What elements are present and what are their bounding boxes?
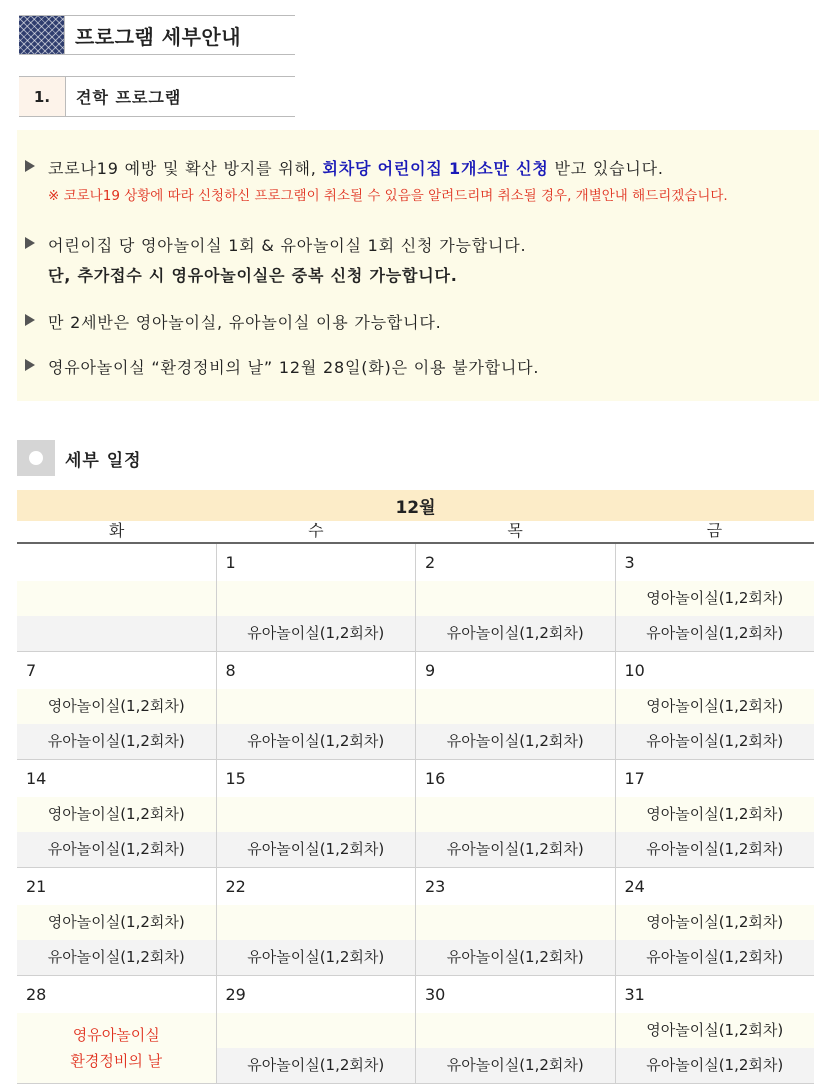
notice-box bbox=[17, 130, 819, 401]
infant-room-slot bbox=[416, 905, 615, 940]
toddler-room-slot: 유아놀이실(1,2회차) bbox=[616, 940, 815, 975]
infant-room-slot bbox=[416, 1013, 615, 1048]
section-number: 1. bbox=[19, 77, 66, 116]
toddler-room-slot: 유아놀이실(1,2회차) bbox=[416, 724, 615, 759]
calendar-day bbox=[615, 976, 815, 1083]
calendar bbox=[17, 490, 814, 1084]
calendar-day bbox=[216, 652, 416, 759]
day-date: 30 bbox=[416, 976, 615, 1013]
calendar-day bbox=[415, 976, 615, 1083]
section-title: 견학 프로그램 bbox=[76, 88, 182, 107]
day-date: 22 bbox=[217, 868, 416, 905]
toddler-room-slot: 유아놀이실(1,2회차) bbox=[416, 616, 615, 651]
calendar-day bbox=[615, 544, 815, 651]
toddler-room-slot: 유아놀이실(1,2회차) bbox=[616, 616, 815, 651]
infant-room-slot bbox=[217, 797, 416, 832]
circle-icon bbox=[29, 451, 43, 465]
title-pattern-icon bbox=[19, 16, 65, 54]
notice-text: 코로나19 예방 및 확산 방지를 위해, bbox=[48, 159, 323, 178]
infant-room-slot: 영아놀이실(1,2회차) bbox=[616, 797, 815, 832]
day-date: 15 bbox=[217, 760, 416, 797]
calendar-weeks bbox=[17, 544, 814, 1084]
notice-highlight: 회차당 어린이집 1개소만 신청 bbox=[322, 159, 549, 178]
calendar-day bbox=[415, 652, 615, 759]
toddler-room-slot: 유아놀이실(1,2회차) bbox=[17, 940, 216, 975]
day-date: 29 bbox=[217, 976, 416, 1013]
triangle-bullet-icon bbox=[25, 314, 35, 326]
day-date: 17 bbox=[616, 760, 815, 797]
calendar-day bbox=[415, 544, 615, 651]
calendar-month: 12월 bbox=[17, 490, 814, 521]
weekday-label: 금 bbox=[706, 521, 723, 540]
day-date: 1 bbox=[217, 544, 416, 581]
triangle-bullet-icon bbox=[25, 237, 35, 249]
calendar-day bbox=[615, 652, 815, 759]
day-date: 16 bbox=[416, 760, 615, 797]
day-date: 24 bbox=[616, 868, 815, 905]
day-date: 9 bbox=[416, 652, 615, 689]
page-title: 프로그램 세부안내 bbox=[75, 24, 242, 49]
calendar-week bbox=[17, 760, 814, 868]
toddler-room-slot bbox=[17, 616, 216, 651]
day-date: 7 bbox=[17, 652, 216, 689]
toddler-room-slot: 유아놀이실(1,2회차) bbox=[616, 724, 815, 759]
calendar-day bbox=[17, 760, 216, 867]
toddler-room-slot: 유아놀이실(1,2회차) bbox=[416, 940, 615, 975]
day-date: 23 bbox=[416, 868, 615, 905]
schedule-heading bbox=[17, 440, 142, 476]
day-date: 2 bbox=[416, 544, 615, 581]
infant-room-slot bbox=[416, 581, 615, 616]
calendar-day bbox=[17, 652, 216, 759]
calendar-day bbox=[615, 868, 815, 975]
weekday-header bbox=[17, 521, 814, 544]
special-notice-line: 영유아놀이실 bbox=[72, 1026, 160, 1044]
toddler-room-slot: 유아놀이실(1,2회차) bbox=[616, 1048, 815, 1083]
notice-text: 만 2세반은 영아놀이실, 유아놀이실 이용 가능합니다. bbox=[48, 313, 442, 332]
day-date bbox=[17, 544, 216, 581]
day-date: 31 bbox=[616, 976, 815, 1013]
infant-room-slot bbox=[217, 1013, 416, 1048]
infant-room-slot bbox=[217, 581, 416, 616]
infant-room-slot: 영아놀이실(1,2회차) bbox=[17, 905, 216, 940]
special-closure-notice bbox=[17, 1013, 216, 1083]
calendar-day bbox=[216, 868, 416, 975]
calendar-day bbox=[415, 760, 615, 867]
schedule-title: 세부 일정 bbox=[65, 450, 142, 471]
toddler-room-slot: 유아놀이실(1,2회차) bbox=[416, 1048, 615, 1083]
toddler-room-slot: 유아놀이실(1,2회차) bbox=[217, 724, 416, 759]
infant-room-slot bbox=[416, 689, 615, 724]
toddler-room-slot: 유아놀이실(1,2회차) bbox=[217, 940, 416, 975]
weekday-label: 목 bbox=[507, 521, 523, 540]
day-date: 14 bbox=[17, 760, 216, 797]
toddler-room-slot: 유아놀이실(1,2회차) bbox=[217, 616, 416, 651]
infant-room-slot: 영아놀이실(1,2회차) bbox=[616, 1013, 815, 1048]
section-heading bbox=[19, 76, 295, 117]
calendar-day bbox=[216, 760, 416, 867]
notice-text: 어린이집 당 영아놀이실 1회 & 유아놀이실 1회 신청 가능합니다. bbox=[48, 236, 527, 255]
infant-room-slot: 영아놀이실(1,2회차) bbox=[17, 689, 216, 724]
infant-room-slot bbox=[416, 797, 615, 832]
notice-bold-text: 단, 추가접수 시 영유아놀이실은 중복 신청 가능합니다. bbox=[48, 266, 458, 285]
calendar-day bbox=[216, 544, 416, 651]
special-notice-line: 환경정비의 날 bbox=[70, 1052, 163, 1070]
weekday-label: 수 bbox=[308, 521, 324, 540]
calendar-week bbox=[17, 868, 814, 976]
toddler-room-slot: 유아놀이실(1,2회차) bbox=[17, 724, 216, 759]
calendar-day bbox=[17, 544, 216, 651]
calendar-day bbox=[17, 868, 216, 975]
triangle-bullet-icon bbox=[25, 359, 35, 371]
toddler-room-slot: 유아놀이실(1,2회차) bbox=[416, 832, 615, 867]
notice-line bbox=[48, 156, 664, 179]
day-date: 8 bbox=[217, 652, 416, 689]
page-title-bar bbox=[19, 15, 295, 55]
day-date: 3 bbox=[616, 544, 815, 581]
infant-room-slot: 영아놀이실(1,2회차) bbox=[616, 581, 815, 616]
infant-room-slot: 영아놀이실(1,2회차) bbox=[616, 905, 815, 940]
calendar-day bbox=[216, 976, 416, 1083]
circle-icon-box bbox=[17, 440, 55, 476]
infant-room-slot bbox=[217, 689, 416, 724]
notice-warning: ※ 코로나19 상황에 따라 신청하신 프로그램이 취소될 수 있음을 알려드리며 취소될 경우, 개별안내 해드리겠습니다. bbox=[48, 188, 728, 204]
calendar-day bbox=[17, 976, 216, 1083]
infant-room-slot bbox=[17, 581, 216, 616]
day-date: 28 bbox=[17, 976, 216, 1013]
toddler-room-slot: 유아놀이실(1,2회차) bbox=[217, 1048, 416, 1083]
weekday-label: 화 bbox=[108, 521, 125, 540]
infant-room-slot: 영아놀이실(1,2회차) bbox=[17, 797, 216, 832]
toddler-room-slot: 유아놀이실(1,2회차) bbox=[616, 832, 815, 867]
infant-room-slot: 영아놀이실(1,2회차) bbox=[616, 689, 815, 724]
calendar-day bbox=[415, 868, 615, 975]
triangle-bullet-icon bbox=[25, 160, 35, 172]
toddler-room-slot: 유아놀이실(1,2회차) bbox=[17, 832, 216, 867]
calendar-week bbox=[17, 976, 814, 1084]
infant-room-slot bbox=[217, 905, 416, 940]
calendar-week bbox=[17, 652, 814, 760]
toddler-room-slot: 유아놀이실(1,2회차) bbox=[217, 832, 416, 867]
day-date: 21 bbox=[17, 868, 216, 905]
day-date: 10 bbox=[616, 652, 815, 689]
calendar-week bbox=[17, 544, 814, 652]
calendar-day bbox=[615, 760, 815, 867]
notice-text: 받고 있습니다. bbox=[548, 159, 664, 178]
notice-text: 영유아놀이실 “환경정비의 날” 12월 28일(화)은 이용 불가합니다. bbox=[48, 358, 540, 377]
